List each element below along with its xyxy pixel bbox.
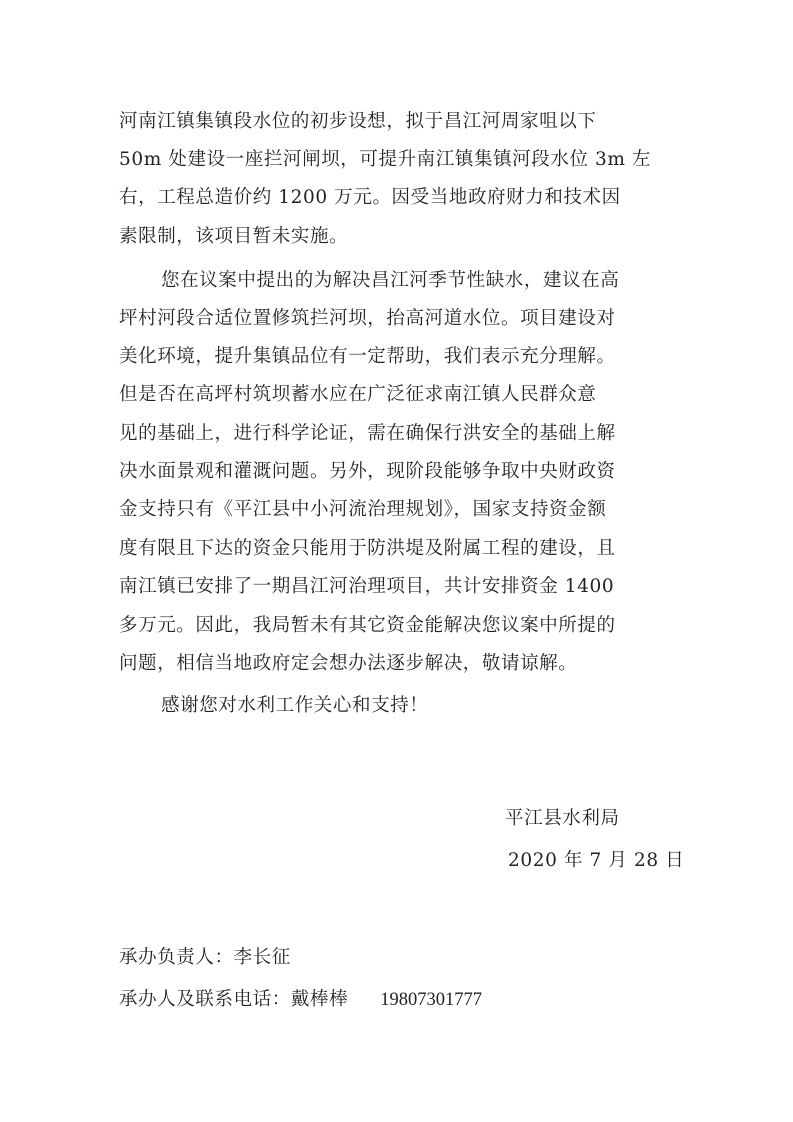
handler-label: 承办人及联系电话：戴棒棒 — [119, 989, 349, 1010]
paragraph-line: 您在议案中提出的为解决昌江河季节性缺水，建议在高 — [161, 270, 620, 291]
paragraph-line: 素限制，该项目暂未实施。 — [119, 226, 349, 247]
phone-number: 19807301777 — [380, 990, 482, 1010]
paragraph-line: 度有限且下达的资金只能用于防洪堤及附属工程的建设，且 — [119, 538, 616, 559]
paragraph-line: 50m 处建设一座拦河闸坝，可提升南江镇集镇河段水位 3m 左 — [119, 149, 652, 170]
signature-date: 2020 年 7 月 28 日 — [508, 850, 685, 871]
paragraph-line: 南江镇已安排了一期昌江河治理项目，共计安排资金 1400 — [119, 576, 615, 597]
paragraph-line: 见的基础上，进行科学论证，需在确保行洪安全的基础上解 — [119, 423, 616, 444]
paragraph-line: 问题，相信当地政府定会想办法逐步解决，敬请谅解。 — [119, 653, 578, 674]
paragraph-line: 多万元。因此，我局暂未有其它资金能解决您议案中所提的 — [119, 615, 616, 636]
paragraph-line: 坪村河段合适位置修筑拦河坝，抬高河道水位。项目建设对 — [119, 308, 616, 329]
paragraph-line: 决水面景观和灌溉问题。另外，现阶段能够争取中央财政资 — [119, 461, 616, 482]
paragraph-line: 金支持只有《平江县中小河流治理规划》，国家支持资金额 — [119, 499, 607, 520]
handler-contact — [119, 986, 482, 1014]
paragraph-line: 右，工程总造价约 1200 万元。因受当地政府财力和技术因 — [119, 187, 621, 208]
closing-line: 感谢您对水利工作关心和支持！ — [161, 695, 429, 716]
paragraph-line: 但是否在高坪村筑坝蓄水应在广泛征求南江镇人民群众意 — [119, 384, 597, 405]
responsible-person: 承办负责人：李长征 — [119, 947, 291, 968]
paragraph-line: 河南江镇集镇段水位的初步设想，拟于昌江河周家咀以下 — [119, 111, 597, 132]
signature-organization: 平江县水利局 — [505, 808, 620, 829]
paragraph-line: 美化环境，提升集镇品位有一定帮助，我们表示充分理解。 — [119, 346, 616, 367]
